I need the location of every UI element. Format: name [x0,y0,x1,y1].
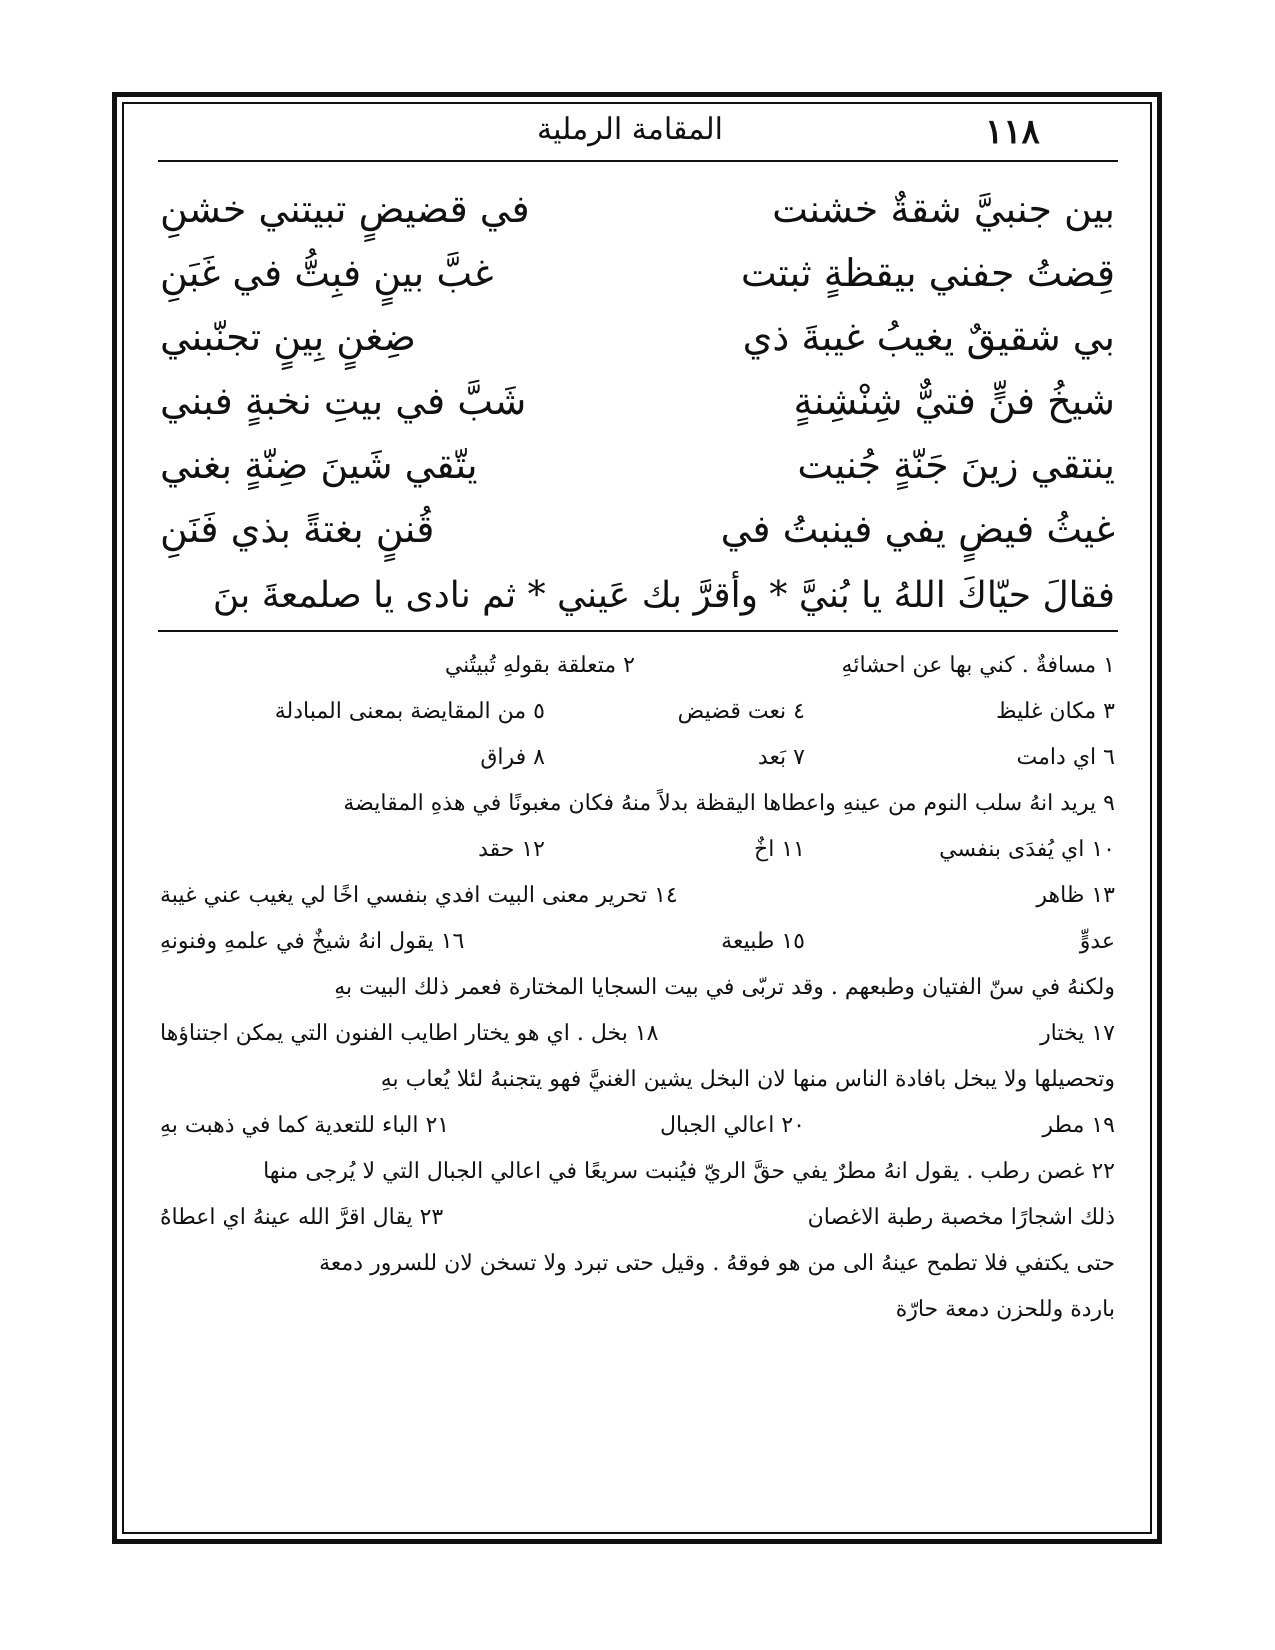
footnote: ١٣ ظاهر [1036,883,1115,908]
verse-first-hemistich: شيخُ فنٍّ فتيٌّ شِنْشِنةٍ [793,379,1115,423]
footnote: ٩ يريد انهُ سلب النوم من عينهِ واعطاها اليقظة بدلاً منهُ فكان مغبونًا في هذهِ المقايضة [343,791,1115,816]
verse-line [160,176,1115,242]
footnote-row [160,644,1115,688]
footnote: ٥ من المقايضة بمعنى المبادلة [274,699,545,724]
footnote-row [160,736,1115,780]
footnote: ١٩ مطر [1042,1113,1115,1138]
footnote: ١٨ بخل . اي هو يختار اطايب الفنون التي يمكن اجتناؤها [160,1021,659,1046]
footnote: ذلك اشجارًا مخصبة رطبة الاغصان [807,1205,1115,1230]
header-rule [158,160,1118,162]
verse-second-hemistich: غبَّ بينٍ فبِتُّ في غَبَنِ [160,251,494,295]
footnote: ٣ مكان غليظ [996,699,1115,724]
footnote: ١٢ حقد [478,837,545,862]
verse-line [160,496,1115,562]
footnote: ١١ اخٌ [754,837,805,862]
footnote: ٢٢ غصن رطب . يقول انهُ مطرٌ يفي حقَّ الريّ فيُنبت سريعًا في اعالي الجبال التي لا يُرجى منها [263,1159,1115,1184]
footnote: ١٠ اي يُفدَى بنفسي [939,837,1115,862]
footnote: ٢١ الباء للتعدية كما في ذهبت بهِ [160,1113,450,1138]
footnote-row [160,1288,1115,1332]
closing-prose-line: فقالَ حيّاكَ اللهُ يا بُنيَّ * وأقرَّ بك عَيني * ثم نادى يا صلمعةَ بنَ [212,575,1115,616]
verse-first-hemistich: بي شقيقٌ يغيبُ غيبةَ ذي [742,315,1115,359]
verse-first-hemistich: قِضتُ جفني بيقظةٍ ثبتت [740,251,1115,295]
footnote: ٦ اي دامت [1016,745,1115,770]
footnote: ٢٠ اعالي الجبال [660,1113,805,1138]
verse-second-hemistich: ضِغنٍ بِينٍ تجنّبني [160,315,416,359]
footnote: ١٥ طبيعة [721,929,805,954]
verse-line [160,304,1115,370]
verse-first-hemistich: غيثُ فيضٍ يفي فينبتُ في [720,507,1115,551]
page-number: ١١٨ [985,112,1040,152]
verse-second-hemistich: شَبَّ في بيتِ نخبةٍ فبني [160,379,527,423]
footnote-row [160,1242,1115,1286]
footnote: ولكنهُ في سنّ الفتيان وطبعهم . وقد تربّى في بيت السجايا المختارة فعمر ذلك البيت بهِ [334,975,1115,1000]
footnote: ١٤ تحرير معنى البيت افدي بنفسي اخًا لي يغيب عني غيبة [160,883,678,908]
verse-second-hemistich: قُننٍ بغتةً بذي فَنَنِ [160,507,435,551]
verse-line [160,432,1115,498]
footnote-row [160,874,1115,918]
footnote: ٢٣ يقال اقرَّ الله عينهُ اي اعطاهُ [160,1205,444,1230]
verse-first-hemistich: بين جنبيَّ شقةٌ خشنت [772,187,1115,231]
verse-line [160,368,1115,434]
footnote-row [160,920,1115,964]
running-title: المقامة الرملية [537,112,723,147]
footnote: ١٧ يختار [1040,1021,1115,1046]
footnote: عدوٍّ [1079,929,1115,954]
footnote: ٤ نعت قضيض [677,699,805,724]
verse-second-hemistich: في قضيضٍ تبيتني خشنِ [160,187,530,231]
footnote: ١٦ يقول انهُ شيخٌ في علمهِ وفنونهِ [160,929,465,954]
verse-line [160,240,1115,306]
footnote-row [160,1196,1115,1240]
footnote: وتحصيلها ولا يبخل بافادة الناس منها لان البخل يشين الغنيَّ فهو يتجنبهُ لئلا يُعاب بهِ [380,1067,1115,1092]
footnote-row [160,966,1115,1010]
footnote-row [160,1058,1115,1102]
footnote-row [160,1012,1115,1056]
footnote: ٧ بَعد [757,745,805,770]
verse-first-hemistich: ينتقي زينَ جَنّةٍ جُنيت [797,443,1115,487]
footnote: ٨ فراق [480,745,545,770]
footnote-row [160,1150,1115,1194]
footnote: حتى يكتفي فلا تطمح عينهُ الى من هو فوقهُ . وقيل حتى تبرد ولا تسخن لان للسرور دمعة [319,1251,1115,1276]
footnote: ١ مسافةٌ . كني بها عن احشائهِ [841,653,1115,678]
footnote: ٢ متعلقة بقولهِ تُبيتُني [444,653,635,678]
footnote-row [160,828,1115,872]
footnote: باردة وللحزن دمعة حارّة [895,1297,1115,1322]
footnote-row [160,782,1115,826]
footnotes-rule [158,630,1118,632]
footnote-row [160,690,1115,734]
footnote-row [160,1104,1115,1148]
verse-second-hemistich: يتّقي شَينَ ضِنّةٍ بغني [160,443,478,487]
